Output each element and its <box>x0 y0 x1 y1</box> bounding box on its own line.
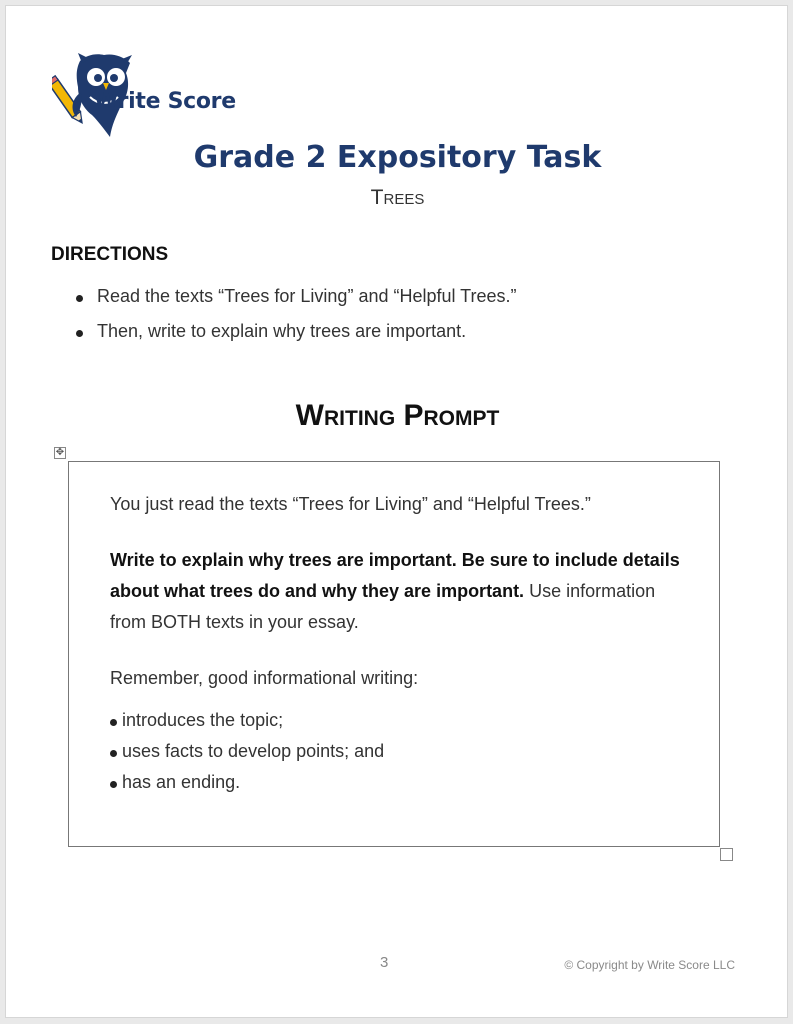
document-title: Grade 2 Expository Task <box>193 140 602 175</box>
directions-item: Then, write to explain why trees are important. <box>76 321 517 356</box>
writing-prompt-heading: Writing Prompt <box>295 399 500 432</box>
writing-prompt-box <box>68 461 720 847</box>
prompt-instructions-rest: Use information from BOTH texts in your essay. <box>110 581 656 632</box>
prompt-intro: You just read the texts “Trees for Living” and “Helpful Trees.” <box>110 494 591 514</box>
write-score-logo <box>52 53 242 139</box>
criteria-item: introduces the topic; <box>110 710 384 741</box>
directions-heading: DIRECTIONS <box>51 244 169 265</box>
directions-list <box>76 286 517 356</box>
document-page <box>5 5 788 1018</box>
prompt-instructions-bold: Write to explain why trees are important. Be sure to include details about what trees do and why they are important. <box>110 550 680 601</box>
page-number: 3 <box>380 954 389 971</box>
logo-text: Write Score <box>94 89 236 114</box>
copyright-text: © Copyright by Write Score LLC <box>564 958 735 972</box>
directions-item: Read the texts “Trees for Living” and “Helpful Trees.” <box>76 286 517 321</box>
criteria-item: uses facts to develop points; and <box>110 741 384 772</box>
table-resize-handle[interactable] <box>720 848 733 861</box>
table-move-handle-icon[interactable]: ✥ <box>55 447 65 458</box>
prompt-remember: Remember, good informational writing: <box>110 668 419 688</box>
criteria-item: has an ending. <box>110 772 384 803</box>
document-subtitle: Trees <box>370 186 425 209</box>
prompt-instructions <box>110 545 690 638</box>
criteria-list <box>110 710 384 803</box>
